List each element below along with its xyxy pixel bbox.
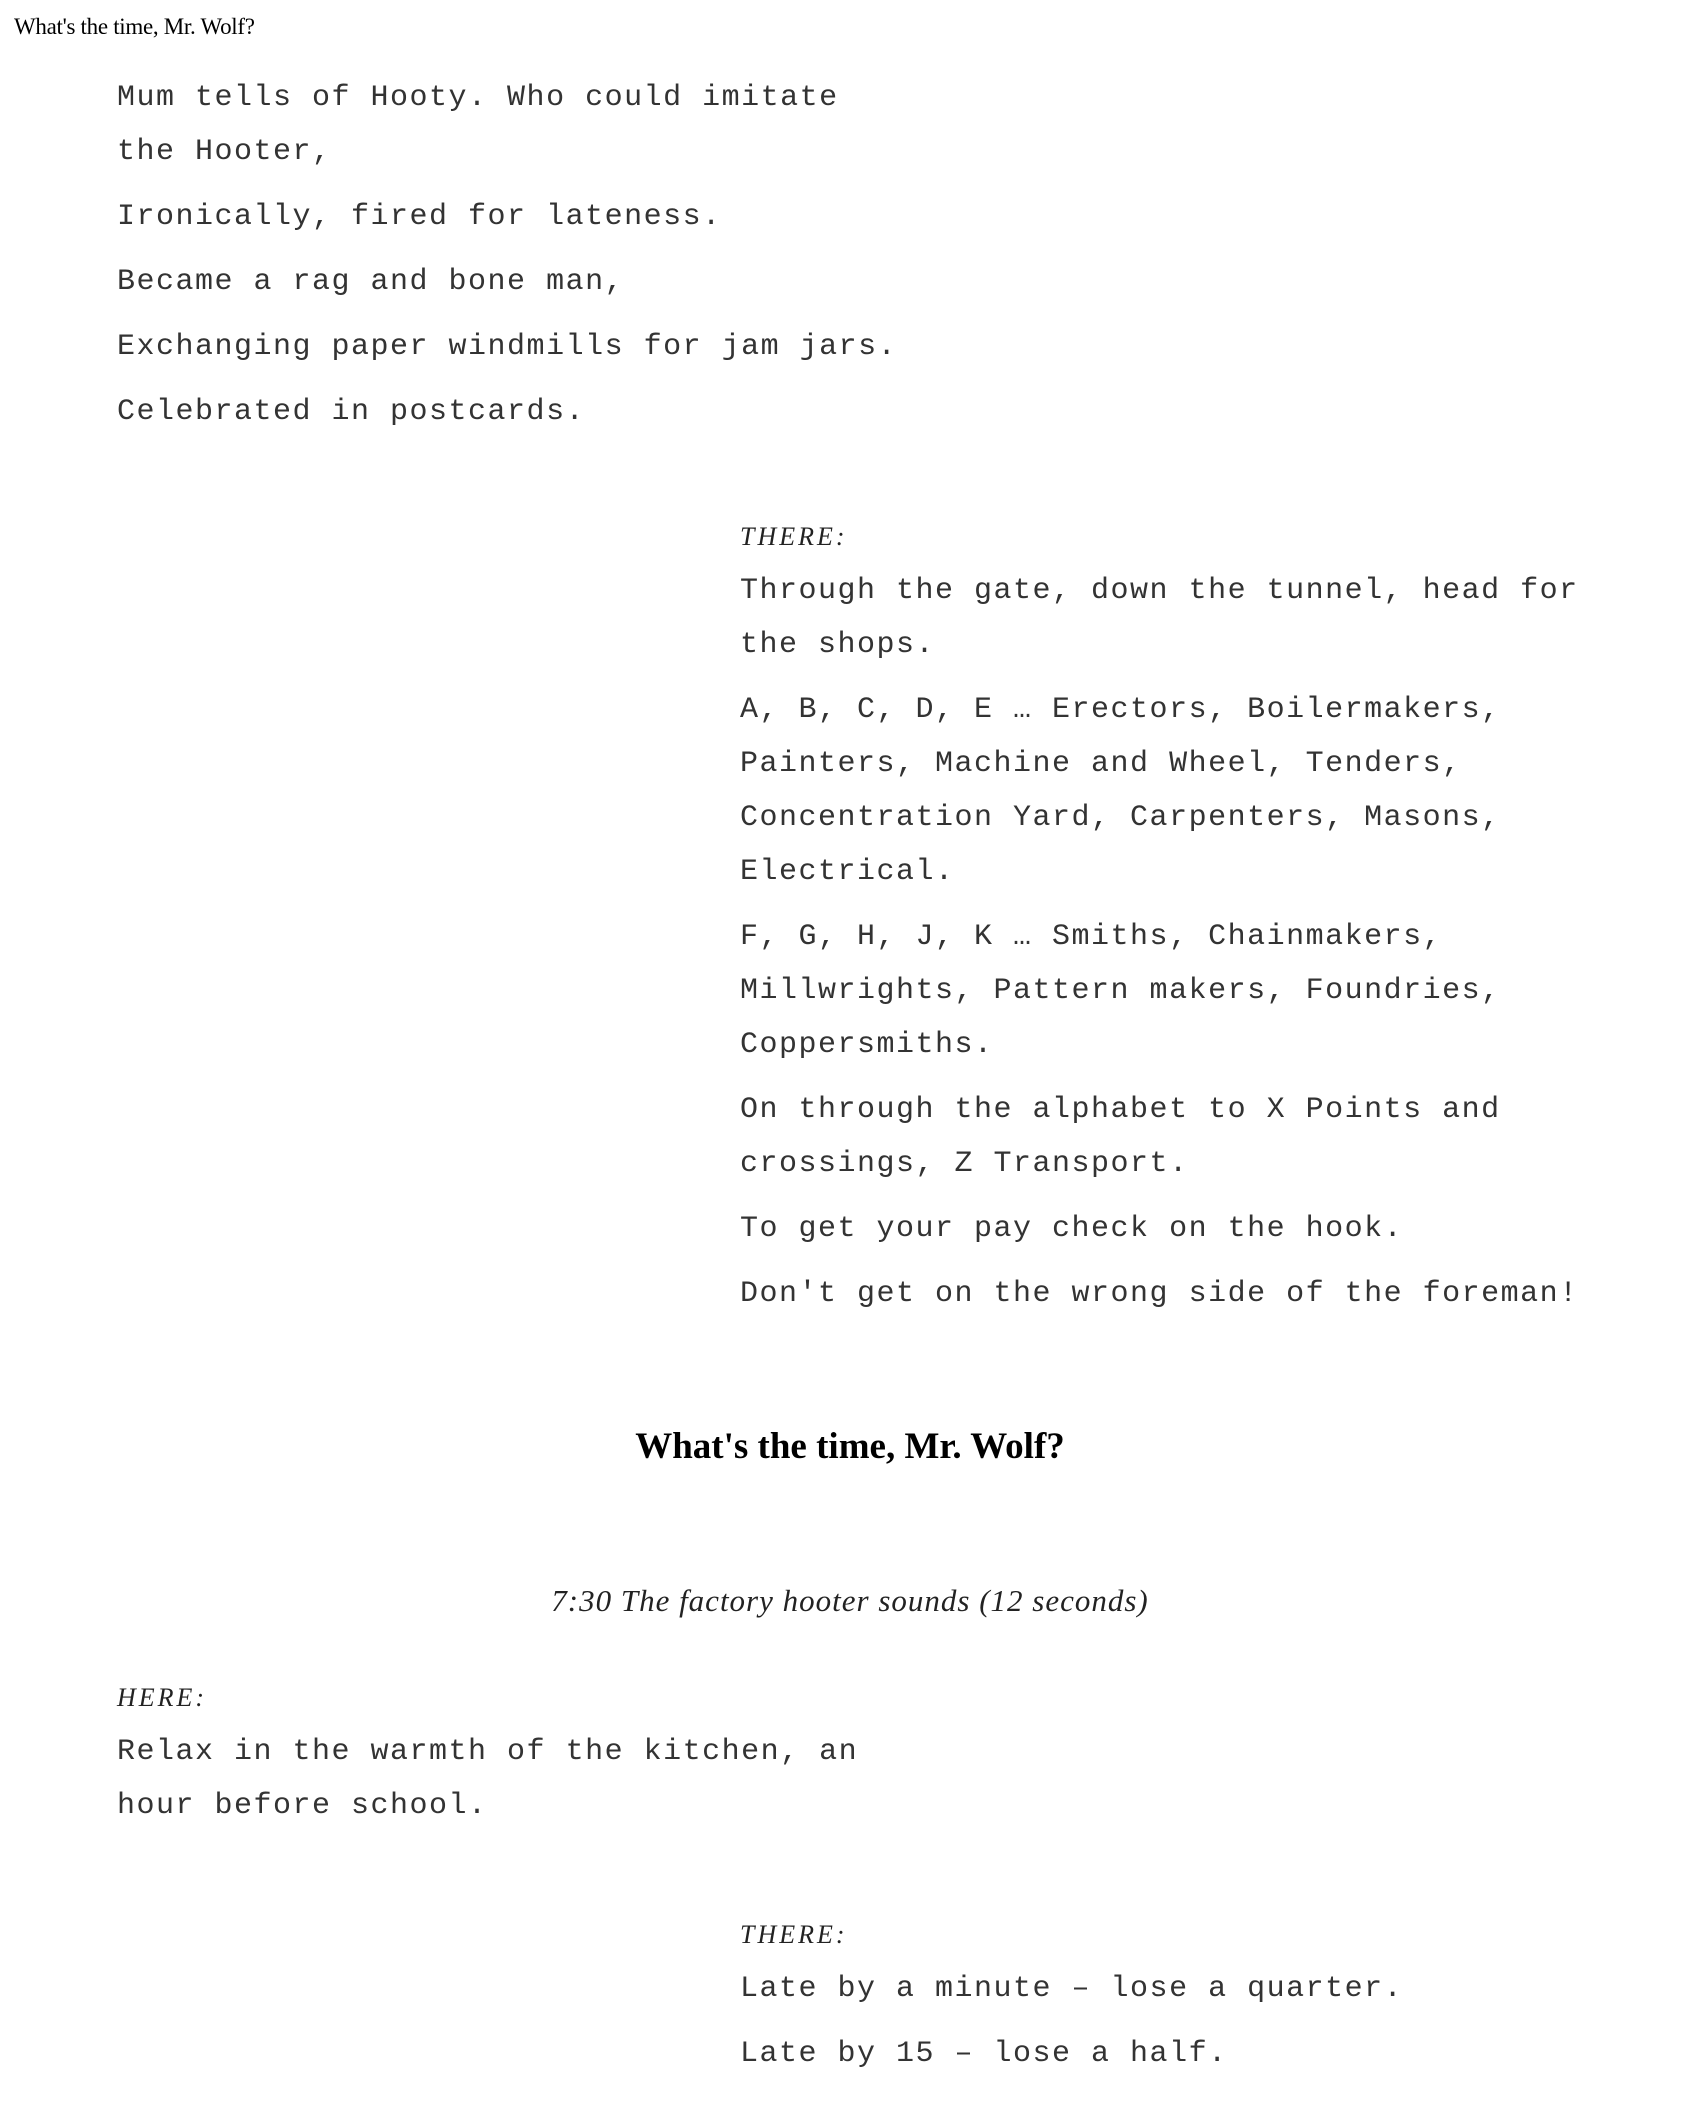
here-label: HERE: — [117, 1683, 208, 1712]
there-label: THERE: — [740, 522, 848, 551]
text-line: Late by a minute – lose a quarter. — [740, 1972, 1404, 2006]
time-cue: 7:30 The factory hooter sounds (12 seconds) — [551, 1583, 1149, 1618]
section1-here-block — [117, 71, 937, 450]
section2-here-block — [117, 1683, 957, 1844]
running-head: What's the time, Mr. Wolf? — [14, 14, 255, 39]
text-line: Late by 15 – lose a half. — [740, 2037, 1228, 2071]
text-line: Don't get on the wrong side of the foreman! — [740, 1277, 1579, 1311]
text-line: Mum tells of Hooty. Who could imitate the Hooter, — [117, 81, 839, 169]
text-line: Relax in the warmth of the kitchen, an hour before school. — [117, 1735, 859, 1823]
text-line: Exchanging paper windmills for jam jars. — [117, 330, 898, 364]
text-line: Celebrated in postcards. — [117, 395, 586, 429]
section-heading: What's the time, Mr. Wolf? — [635, 1426, 1065, 1467]
text-line: Through the gate, down the tunnel, head for the shops. — [740, 574, 1579, 662]
text-line: F, G, H, J, K … Smiths, Chainmakers, Millwrights, Pattern makers, Foundries, Coppersmiths. — [740, 920, 1501, 1062]
text-line: To get your pay check on the hook. — [740, 1212, 1404, 1246]
section2-there-block — [740, 1920, 1640, 2092]
there-label: THERE: — [740, 1920, 848, 1949]
section1-there-block — [740, 522, 1640, 1332]
text-line: Ironically, fired for lateness. — [117, 200, 722, 234]
text-line: Became a rag and bone man, — [117, 265, 625, 299]
text-line: On through the alphabet to X Points and crossings, Z Transport. — [740, 1093, 1501, 1181]
text-line: A, B, C, D, E … Erectors, Boilermakers, Painters, Machine and Wheel, Tenders, Concentration Yard, Carpenters, Masons, Electrical. — [740, 693, 1501, 889]
